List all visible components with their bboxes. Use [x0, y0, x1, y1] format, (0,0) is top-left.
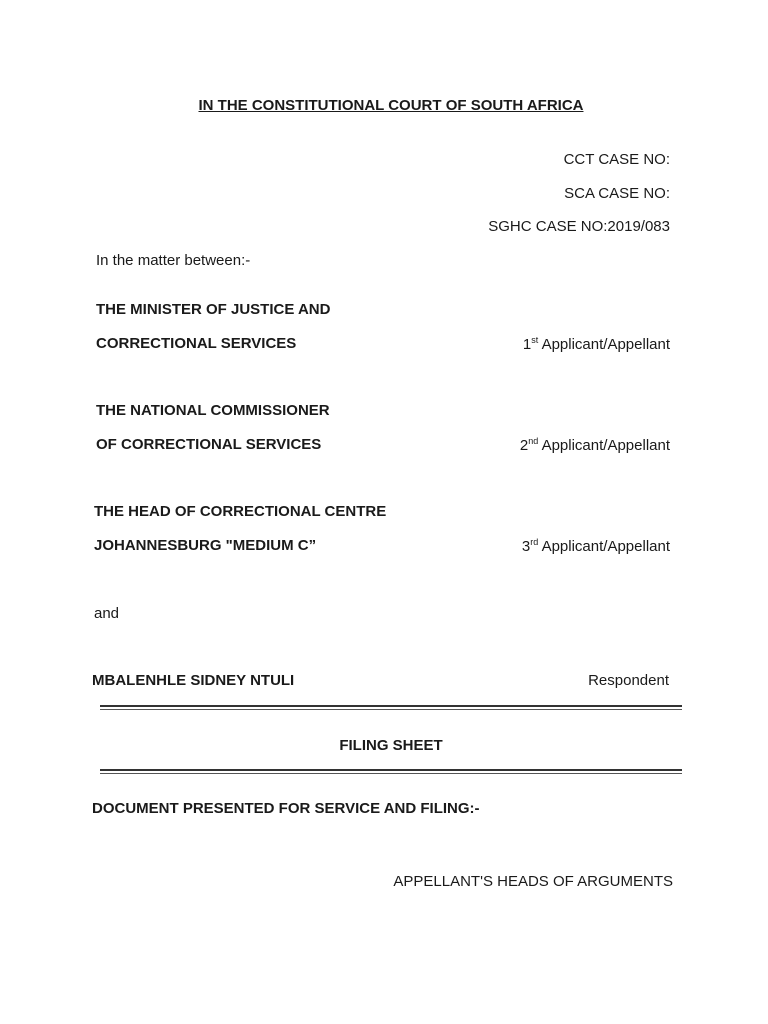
- document-title: APPELLANT'S HEADS OF ARGUMENTS: [393, 873, 673, 890]
- sca-case-number: SCA CASE NO:: [564, 185, 670, 202]
- divider-bottom: [100, 769, 682, 774]
- conjunction-and: and: [94, 605, 120, 622]
- party-1-line-1: THE MINISTER OF JUSTICE AND: [96, 301, 331, 318]
- filing-sheet-heading: FILING SHEET: [339, 737, 443, 754]
- respondent-name: MBALENHLE SIDNEY NTULI: [92, 672, 295, 689]
- party-3-line-2: JOHANNESBURG "MEDIUM C”: [94, 537, 317, 554]
- intro-text: In the matter between:-: [96, 252, 251, 269]
- party-3-line-1: THE HEAD OF CORRECTIONAL CENTRE: [94, 503, 387, 520]
- sghc-case-number: SGHC CASE NO:2019/083: [488, 218, 670, 235]
- court-title: IN THE CONSTITUTIONAL COURT OF SOUTH AFRICA: [198, 97, 584, 114]
- party-2-role: 2nd Applicant/Appellant: [519, 436, 670, 454]
- respondent-role: Respondent: [588, 672, 669, 689]
- party-1-line-2: CORRECTIONAL SERVICES: [96, 335, 297, 352]
- party-1-role: 1st Applicant/Appellant: [522, 335, 670, 353]
- document-heading: DOCUMENT PRESENTED FOR SERVICE AND FILING:-: [92, 800, 480, 817]
- party-2-line-1: THE NATIONAL COMMISSIONER: [96, 402, 330, 419]
- party-3-role: 3rd Applicant/Appellant: [521, 537, 670, 555]
- party-2-line-2: OF CORRECTIONAL SERVICES: [96, 436, 322, 453]
- divider-top: [100, 705, 682, 710]
- cct-case-number: CCT CASE NO:: [563, 151, 670, 168]
